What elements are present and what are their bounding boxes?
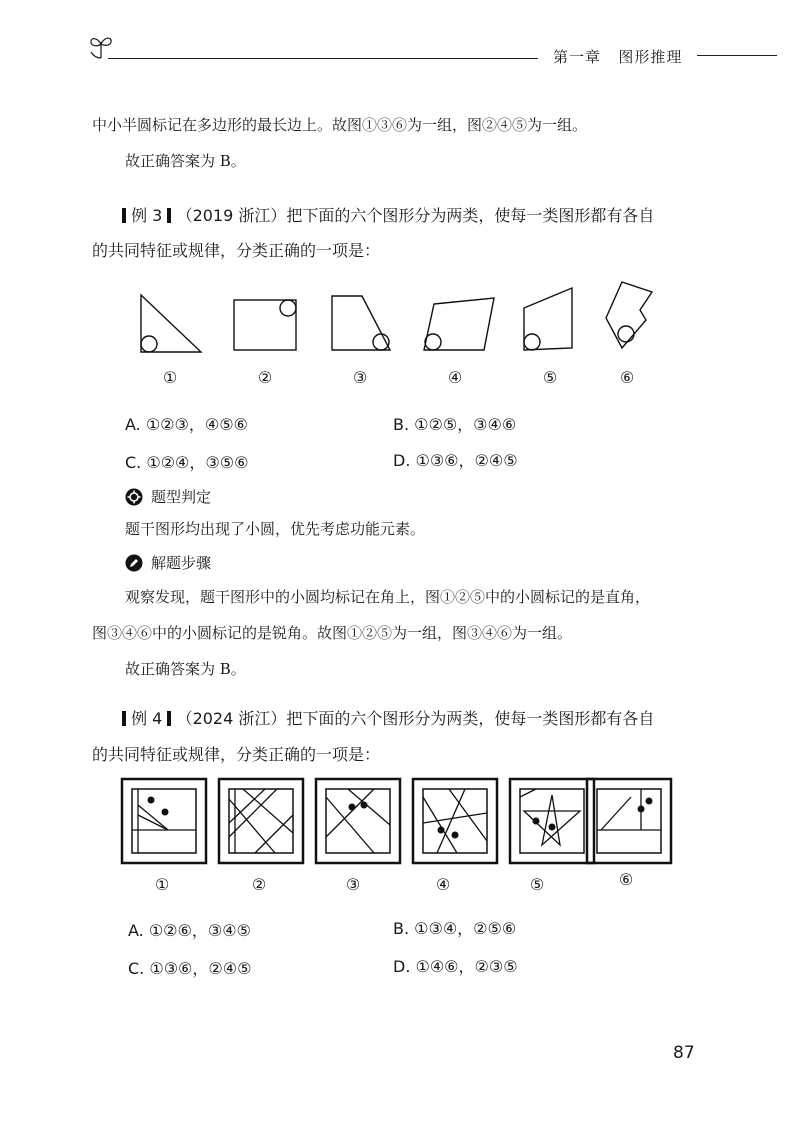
ex3-label-3: ③ [352,368,368,387]
example3-figures [100,280,680,360]
ex4-label-1: ① [154,875,170,894]
ex4-option-d: D. ①④⑥，②③⑤ [393,957,518,976]
ex4-label-3: ③ [345,875,361,894]
header-rule-right [697,55,777,56]
ex3-label-2: ② [257,368,273,387]
ex3-fig5-circle [524,334,540,350]
ex4-label-2: ② [251,875,267,894]
section-type-text: 题干图形均出现了小圆，优先考虑功能元素。 [125,520,426,538]
example4-title: 例 4 （2024 浙江）把下面的六个图形分为两类，使每一类图形都有各自 [122,706,654,729]
ex4-label-4: ④ [435,875,451,894]
example3-answer: 故正确答案为 B。 [125,660,246,678]
ex3-fig6-pentagon [606,282,652,348]
ex3-fig2-circle [280,300,296,316]
ex4-label-6: ⑥ [618,870,634,889]
pencil-icon [125,554,143,572]
ex3-fig6-circle [618,326,634,342]
ex3-option-a: A. ①②③，④⑤⑥ [125,415,248,434]
solution-line-1: 观察发现，题干图形中的小圆均标记在角上，图①②⑤中的小圆标记的是直角， [125,588,651,606]
example3-title: 例 3 （2019 浙江）把下面的六个图形分为两类，使每一类图形都有各自 [122,203,654,226]
ex3-option-c: C. ①②④，③⑤⑥ [125,453,249,472]
ex4-fig6 [587,779,671,863]
ex4-fig5 [510,779,594,863]
section-type-judgement: 题型判定 [125,486,211,507]
ex4-fig4 [413,779,497,863]
ex3-label-5: ⑤ [542,368,558,387]
ex4-option-a: A. ①②⑥，③④⑤ [128,921,251,940]
ex3-fig3-trapezoid [332,296,390,350]
title-bar-left [122,208,126,223]
header-title: 图形推理 [618,48,683,66]
example4-title-line2: 的共同特征或规律，分类正确的一项是： [92,745,381,764]
ex3-fig4-parallelogram [424,298,494,350]
ex3-option-b: B. ①②⑤，③④⑥ [393,415,517,434]
ex3-label-6: ⑥ [619,368,635,387]
gear-icon [125,488,143,506]
page-number: 87 [673,1043,695,1063]
intro-answer: 故正确答案为 B。 [125,152,246,170]
ex4-label-5: ⑤ [529,875,545,894]
ex3-fig5-quad [524,288,572,350]
ex4-fig2 [219,779,303,863]
example4-figures [118,775,678,870]
intro-line-1: 中小半圆标记在多边形的最长边上。故图①③⑥为一组，图②④⑤为一组。 [92,116,588,134]
header-rule-left [108,58,538,59]
sprout-icon [88,32,114,60]
ex3-option-d: D. ①③⑥，②④⑤ [393,451,518,470]
example3-title-line2: 的共同特征或规律，分类正确的一项是： [92,241,381,260]
ex3-fig4-circle [425,334,441,350]
ex3-fig2-rect [234,300,296,350]
title-bar-left [122,711,126,726]
title-bar-right [167,208,171,223]
section-solution-steps: 解题步骤 [125,552,211,573]
ex4-fig3 [316,779,400,863]
ex3-label-4: ④ [447,368,463,387]
title-bar-right [167,711,171,726]
header-chapter: 第一章 图形推理 [553,48,683,66]
solution-line-2: 图③④⑥中的小圆标记的是锐角。故图①②⑤为一组，图③④⑥为一组。 [92,624,573,642]
ex3-fig1-triangle [141,295,201,352]
ex4-option-c: C. ①③⑥，②④⑤ [128,959,252,978]
ex4-option-b: B. ①③④，②⑤⑥ [393,919,517,938]
ex3-fig1-circle [141,336,157,352]
ex4-fig1 [122,779,206,863]
ex3-label-1: ① [162,368,178,387]
